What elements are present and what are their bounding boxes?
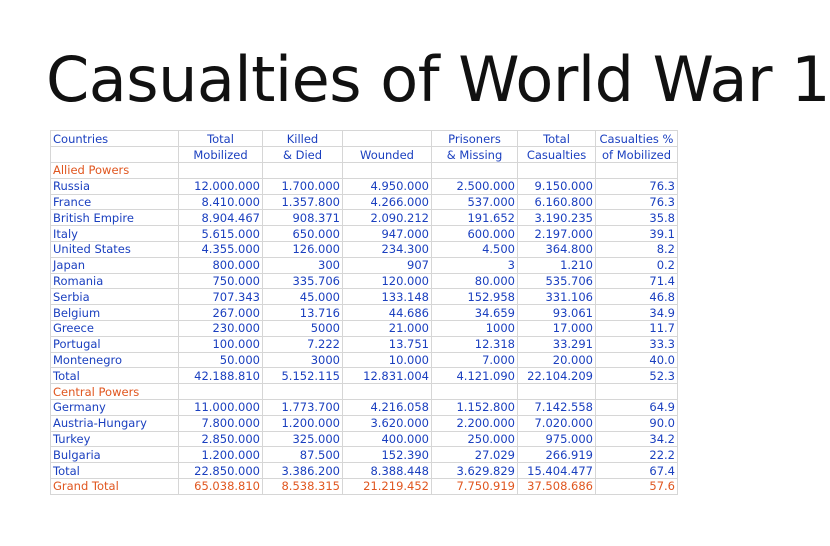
cell-casualties-percent: 76.3 xyxy=(596,194,678,210)
table-header-row xyxy=(51,131,678,147)
cell-wounded: 152.390 xyxy=(343,447,432,463)
cell-prisoners-missing: 34.659 xyxy=(432,305,518,321)
header-cell-total-mobilized: Mobilized xyxy=(179,147,263,163)
cell-killed-died: 1.200.000 xyxy=(263,415,343,431)
cell-casualties-percent: 11.7 xyxy=(596,320,678,336)
cell-killed-died: 1.773.700 xyxy=(263,399,343,415)
cell-total-mobilized: 1.200.000 xyxy=(179,447,263,463)
table-row xyxy=(51,257,678,273)
cell-total-mobilized: 42.188.810 xyxy=(179,368,263,384)
cell-total-mobilized: 8.410.000 xyxy=(179,194,263,210)
cell-wounded: 8.388.448 xyxy=(343,463,432,479)
cell-prisoners-missing: 80.000 xyxy=(432,273,518,289)
table-row xyxy=(51,178,678,194)
cell-wounded: 120.000 xyxy=(343,273,432,289)
cell-wounded: 4.216.058 xyxy=(343,399,432,415)
cell-total-casualties: 6.160.800 xyxy=(518,194,596,210)
cell-total-casualties: 93.061 xyxy=(518,305,596,321)
cell-prisoners-missing: 7.750.919 xyxy=(432,478,518,494)
cell-country: Allied Powers xyxy=(51,163,179,179)
cell-prisoners-missing: 537.000 xyxy=(432,194,518,210)
cell-total-mobilized: 4.355.000 xyxy=(179,241,263,257)
cell-total-mobilized: 750.000 xyxy=(179,273,263,289)
table-row xyxy=(51,273,678,289)
cell-total-casualties: 7.142.558 xyxy=(518,399,596,415)
cell-country: British Empire xyxy=(51,210,179,226)
cell-killed-died: 5000 xyxy=(263,320,343,336)
cell-killed-died: 13.716 xyxy=(263,305,343,321)
cell-prisoners-missing: 600.000 xyxy=(432,226,518,242)
cell-casualties-percent: 34.9 xyxy=(596,305,678,321)
header-cell-prisoners-missing: Prisoners xyxy=(432,131,518,147)
cell-wounded xyxy=(343,384,432,400)
table-row xyxy=(51,447,678,463)
cell-wounded: 234.300 xyxy=(343,241,432,257)
table-row xyxy=(51,194,678,210)
cell-total-mobilized xyxy=(179,163,263,179)
cell-casualties-percent xyxy=(596,163,678,179)
table-row xyxy=(51,241,678,257)
cell-wounded xyxy=(343,163,432,179)
cell-wounded: 12.831.004 xyxy=(343,368,432,384)
cell-killed-died: 126.000 xyxy=(263,241,343,257)
cell-country: Serbia xyxy=(51,289,179,305)
cell-casualties-percent: 22.2 xyxy=(596,447,678,463)
cell-country: Total xyxy=(51,463,179,479)
cell-country: Grand Total xyxy=(51,478,179,494)
cell-total-casualties: 364.800 xyxy=(518,241,596,257)
cell-country: Portugal xyxy=(51,336,179,352)
table-row xyxy=(51,415,678,431)
cell-prisoners-missing: 4.500 xyxy=(432,241,518,257)
cell-casualties-percent: 76.3 xyxy=(596,178,678,194)
cell-casualties-percent: 39.1 xyxy=(596,226,678,242)
table-row xyxy=(51,352,678,368)
cell-total-mobilized: 8.904.467 xyxy=(179,210,263,226)
cell-casualties-percent: 33.3 xyxy=(596,336,678,352)
cell-killed-died: 5.152.115 xyxy=(263,368,343,384)
cell-killed-died: 1.700.000 xyxy=(263,178,343,194)
cell-prisoners-missing: 1.152.800 xyxy=(432,399,518,415)
cell-killed-died: 335.706 xyxy=(263,273,343,289)
cell-casualties-percent: 0.2 xyxy=(596,257,678,273)
header-cell-total-casualties: Casualties xyxy=(518,147,596,163)
cell-total-casualties: 33.291 xyxy=(518,336,596,352)
cell-casualties-percent: 67.4 xyxy=(596,463,678,479)
cell-total-casualties: 17.000 xyxy=(518,320,596,336)
cell-prisoners-missing: 1000 xyxy=(432,320,518,336)
cell-total-casualties: 1.210 xyxy=(518,257,596,273)
cell-killed-died: 8.538.315 xyxy=(263,478,343,494)
header-cell-casualties-percent: of Mobilized xyxy=(596,147,678,163)
cell-total-mobilized: 50.000 xyxy=(179,352,263,368)
cell-wounded: 4.950.000 xyxy=(343,178,432,194)
cell-wounded: 21.000 xyxy=(343,320,432,336)
header-cell-wounded xyxy=(343,131,432,147)
cell-country: Belgium xyxy=(51,305,179,321)
cell-killed-died: 908.371 xyxy=(263,210,343,226)
cell-total-mobilized xyxy=(179,384,263,400)
cell-killed-died: 300 xyxy=(263,257,343,273)
cell-country: Japan xyxy=(51,257,179,273)
cell-wounded: 44.686 xyxy=(343,305,432,321)
cell-prisoners-missing: 2.500.000 xyxy=(432,178,518,194)
cell-country: Montenegro xyxy=(51,352,179,368)
cell-total-casualties: 331.106 xyxy=(518,289,596,305)
cell-wounded: 2.090.212 xyxy=(343,210,432,226)
cell-total-mobilized: 100.000 xyxy=(179,336,263,352)
section-row xyxy=(51,163,678,179)
cell-total-casualties: 2.197.000 xyxy=(518,226,596,242)
header-cell-wounded: Wounded xyxy=(343,147,432,163)
cell-country: Austria-Hungary xyxy=(51,415,179,431)
cell-prisoners-missing xyxy=(432,163,518,179)
cell-wounded: 4.266.000 xyxy=(343,194,432,210)
table-row xyxy=(51,399,678,415)
cell-prisoners-missing: 152.958 xyxy=(432,289,518,305)
header-cell-country xyxy=(51,147,179,163)
cell-country: Bulgaria xyxy=(51,447,179,463)
cell-killed-died: 7.222 xyxy=(263,336,343,352)
cell-country: Romania xyxy=(51,273,179,289)
cell-country: France xyxy=(51,194,179,210)
header-cell-killed-died: Killed xyxy=(263,131,343,147)
cell-total-mobilized: 230.000 xyxy=(179,320,263,336)
cell-casualties-percent: 34.2 xyxy=(596,431,678,447)
cell-total-casualties: 975.000 xyxy=(518,431,596,447)
cell-wounded: 21.219.452 xyxy=(343,478,432,494)
cell-casualties-percent: 64.9 xyxy=(596,399,678,415)
table-row xyxy=(51,336,678,352)
cell-prisoners-missing: 7.000 xyxy=(432,352,518,368)
cell-prisoners-missing: 2.200.000 xyxy=(432,415,518,431)
cell-total-casualties xyxy=(518,163,596,179)
cell-country: Italy xyxy=(51,226,179,242)
table-header-row xyxy=(51,147,678,163)
cell-country: Greece xyxy=(51,320,179,336)
header-cell-prisoners-missing: & Missing xyxy=(432,147,518,163)
total-row xyxy=(51,368,678,384)
cell-wounded: 13.751 xyxy=(343,336,432,352)
cell-total-casualties: 37.508.686 xyxy=(518,478,596,494)
cell-total-casualties xyxy=(518,384,596,400)
cell-wounded: 3.620.000 xyxy=(343,415,432,431)
cell-killed-died: 3000 xyxy=(263,352,343,368)
table-row xyxy=(51,289,678,305)
cell-wounded: 400.000 xyxy=(343,431,432,447)
cell-prisoners-missing: 4.121.090 xyxy=(432,368,518,384)
cell-total-mobilized: 267.000 xyxy=(179,305,263,321)
cell-wounded: 10.000 xyxy=(343,352,432,368)
cell-total-mobilized: 22.850.000 xyxy=(179,463,263,479)
cell-killed-died xyxy=(263,384,343,400)
table-row xyxy=(51,320,678,336)
cell-total-mobilized: 5.615.000 xyxy=(179,226,263,242)
table-row xyxy=(51,210,678,226)
header-cell-casualties-percent: Casualties % xyxy=(596,131,678,147)
cell-prisoners-missing: 250.000 xyxy=(432,431,518,447)
header-cell-total-casualties: Total xyxy=(518,131,596,147)
cell-prisoners-missing xyxy=(432,384,518,400)
cell-total-mobilized: 800.000 xyxy=(179,257,263,273)
cell-country: United States xyxy=(51,241,179,257)
table-row xyxy=(51,226,678,242)
cell-killed-died: 1.357.800 xyxy=(263,194,343,210)
cell-casualties-percent: 71.4 xyxy=(596,273,678,289)
cell-total-casualties: 3.190.235 xyxy=(518,210,596,226)
cell-total-mobilized: 2.850.000 xyxy=(179,431,263,447)
cell-killed-died: 45.000 xyxy=(263,289,343,305)
cell-prisoners-missing: 3.629.829 xyxy=(432,463,518,479)
cell-prisoners-missing: 27.029 xyxy=(432,447,518,463)
cell-total-casualties: 7.020.000 xyxy=(518,415,596,431)
cell-total-mobilized: 7.800.000 xyxy=(179,415,263,431)
cell-total-mobilized: 65.038.810 xyxy=(179,478,263,494)
cell-casualties-percent: 57.6 xyxy=(596,478,678,494)
cell-total-casualties: 15.404.477 xyxy=(518,463,596,479)
cell-country: Turkey xyxy=(51,431,179,447)
cell-casualties-percent: 52.3 xyxy=(596,368,678,384)
cell-killed-died xyxy=(263,163,343,179)
grand-total-row xyxy=(51,478,678,494)
header-cell-total-mobilized: Total xyxy=(179,131,263,147)
cell-total-casualties: 20.000 xyxy=(518,352,596,368)
cell-total-casualties: 535.706 xyxy=(518,273,596,289)
cell-total-mobilized: 11.000.000 xyxy=(179,399,263,415)
cell-total-casualties: 266.919 xyxy=(518,447,596,463)
cell-killed-died: 650.000 xyxy=(263,226,343,242)
table-row xyxy=(51,305,678,321)
cell-prisoners-missing: 12.318 xyxy=(432,336,518,352)
cell-casualties-percent: 8.2 xyxy=(596,241,678,257)
cell-total-mobilized: 12.000.000 xyxy=(179,178,263,194)
cell-country: Central Powers xyxy=(51,384,179,400)
cell-casualties-percent: 90.0 xyxy=(596,415,678,431)
cell-country: Total xyxy=(51,368,179,384)
cell-casualties-percent: 40.0 xyxy=(596,352,678,368)
cell-casualties-percent xyxy=(596,384,678,400)
slide-title: Casualties of World War 1 xyxy=(46,43,830,116)
cell-prisoners-missing: 3 xyxy=(432,257,518,273)
cell-wounded: 907 xyxy=(343,257,432,273)
cell-prisoners-missing: 191.652 xyxy=(432,210,518,226)
cell-country: Germany xyxy=(51,399,179,415)
casualties-table xyxy=(50,130,678,495)
cell-total-casualties: 22.104.209 xyxy=(518,368,596,384)
header-cell-country: Countries xyxy=(51,131,179,147)
cell-killed-died: 325.000 xyxy=(263,431,343,447)
cell-casualties-percent: 35.8 xyxy=(596,210,678,226)
section-row xyxy=(51,384,678,400)
header-cell-killed-died: & Died xyxy=(263,147,343,163)
cell-total-mobilized: 707.343 xyxy=(179,289,263,305)
cell-country: Russia xyxy=(51,178,179,194)
cell-killed-died: 87.500 xyxy=(263,447,343,463)
total-row xyxy=(51,463,678,479)
cell-killed-died: 3.386.200 xyxy=(263,463,343,479)
cell-casualties-percent: 46.8 xyxy=(596,289,678,305)
table-row xyxy=(51,431,678,447)
cell-total-casualties: 9.150.000 xyxy=(518,178,596,194)
cell-wounded: 133.148 xyxy=(343,289,432,305)
cell-wounded: 947.000 xyxy=(343,226,432,242)
